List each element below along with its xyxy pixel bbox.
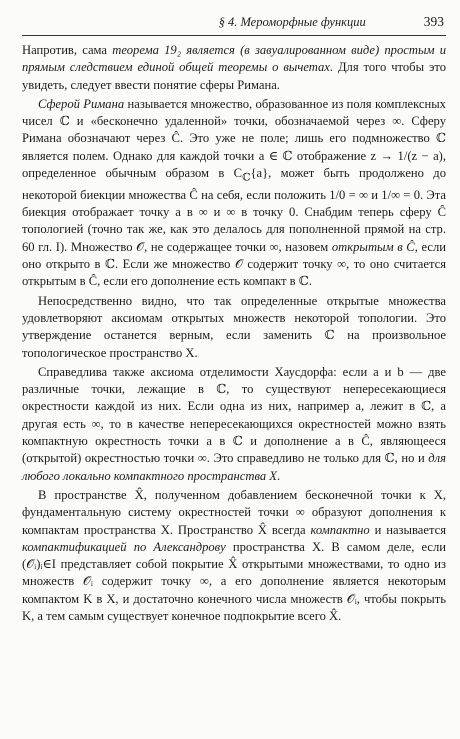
section-title: § 4. Мероморфные функции	[218, 15, 366, 29]
paragraph	[22, 487, 446, 625]
text-run: .	[276, 468, 281, 483]
italic-text: Сферой Римана	[38, 96, 125, 111]
text-run: Непосредственно видно, что так определенные открытые множества удовлетворяют аксиомам открытых множеств некоторой топологии. Это утверждение останется верным, если заменить ℂ на произвольное топологическое пространство X.	[22, 293, 446, 360]
italic-text: теорема 19₂ является (в завуалированном виде) простым и прямым следствием единой общей теоремы о вычетах	[22, 43, 446, 75]
text-run: и называется	[369, 522, 446, 537]
body-text	[22, 42, 446, 627]
header-rule	[22, 35, 446, 36]
italic-text: компактно	[310, 522, 370, 537]
paragraph	[22, 364, 446, 485]
italic-text: открытым в Ĉ	[331, 239, 415, 254]
paragraph	[22, 96, 446, 291]
text-run: , если оно открыто в ℂ. Если же множество 𝒪 содержит точку ∞, то оно считается открытым в Ĉ, если его дополнение есть компакт в ℂ.	[22, 239, 446, 289]
text-run: {a}, может быть продолжено до некоторой биекции множества Ĉ на себя, если положить 1/0 = ∞ и 1/∞ = 0. Эта биекция отображает точку a в ∞ и ∞ в точку 0. Снабдим теперь сферу Ĉ топологией (точно так же, как это делалось для пополненной прямой на стр. 60 гл. I). Множество 𝒪, не содержащее точки ∞, назовем	[22, 166, 447, 254]
text-run: называется множество, образованное из поля комплексных чисел ℂ и «бесконечно удаленной» точки, обозначаемой через ∞. Сферу Римана обозначают через Ĉ. Это уже не поле; лишь его подмножество ℂ является полем. Однако для каждой точки a ∈ ℂ отображение z → 1/(z − a), определенное обычным образом в C	[22, 96, 446, 181]
text-run: Напротив, сама	[22, 43, 113, 57]
paragraph	[22, 42, 446, 94]
text-run: . Для того чтобы это увидеть, следует ввести понятие сферы Римана.	[22, 60, 446, 92]
page-number: 393	[423, 14, 444, 29]
text-run: ℂ	[242, 172, 251, 184]
italic-text: компактификацией по Александрову	[22, 539, 226, 554]
text-run: пространства X. В самом деле, если (𝒪ᵢ)ᵢ∈I представляет собой покрытие X̂ открытыми множествами, то одно из множеств 𝒪ᵢ содержит точку ∞, а его дополнение является некоторым компактом K в X, и достаточно конечного числа множеств 𝒪ᵢ, чтобы покрыть K, а тем самым существует конечное подпокрытие всего X̂.	[22, 539, 446, 624]
text-run: В пространстве X̂, полученном добавлением бесконечной точки к X, фундаментальную систему окрестностей точки ∞ образуют дополнения к компактам пространства X. Пространство X̂ всегда	[22, 487, 446, 537]
text-run: Справедлива также аксиома отделимости Хаусдорфа: если a и b — две различные точки, лежащие в ℂ, то существуют непересекающиеся окрестности каждой из них. Если одна из них, например a, лежит в ℂ, а другая есть ∞, то в качестве непересекающихся окрестностей можно взять компактную окрестность точки a в ℂ и дополнение a в Ĉ, являющееся (открытой) окрестностью точки ∞. Это справедливо не только для ℂ, но и	[22, 364, 446, 466]
running-header	[24, 14, 444, 34]
paragraph	[22, 293, 446, 362]
italic-text: для любого локально компактного пространства X	[22, 451, 446, 483]
